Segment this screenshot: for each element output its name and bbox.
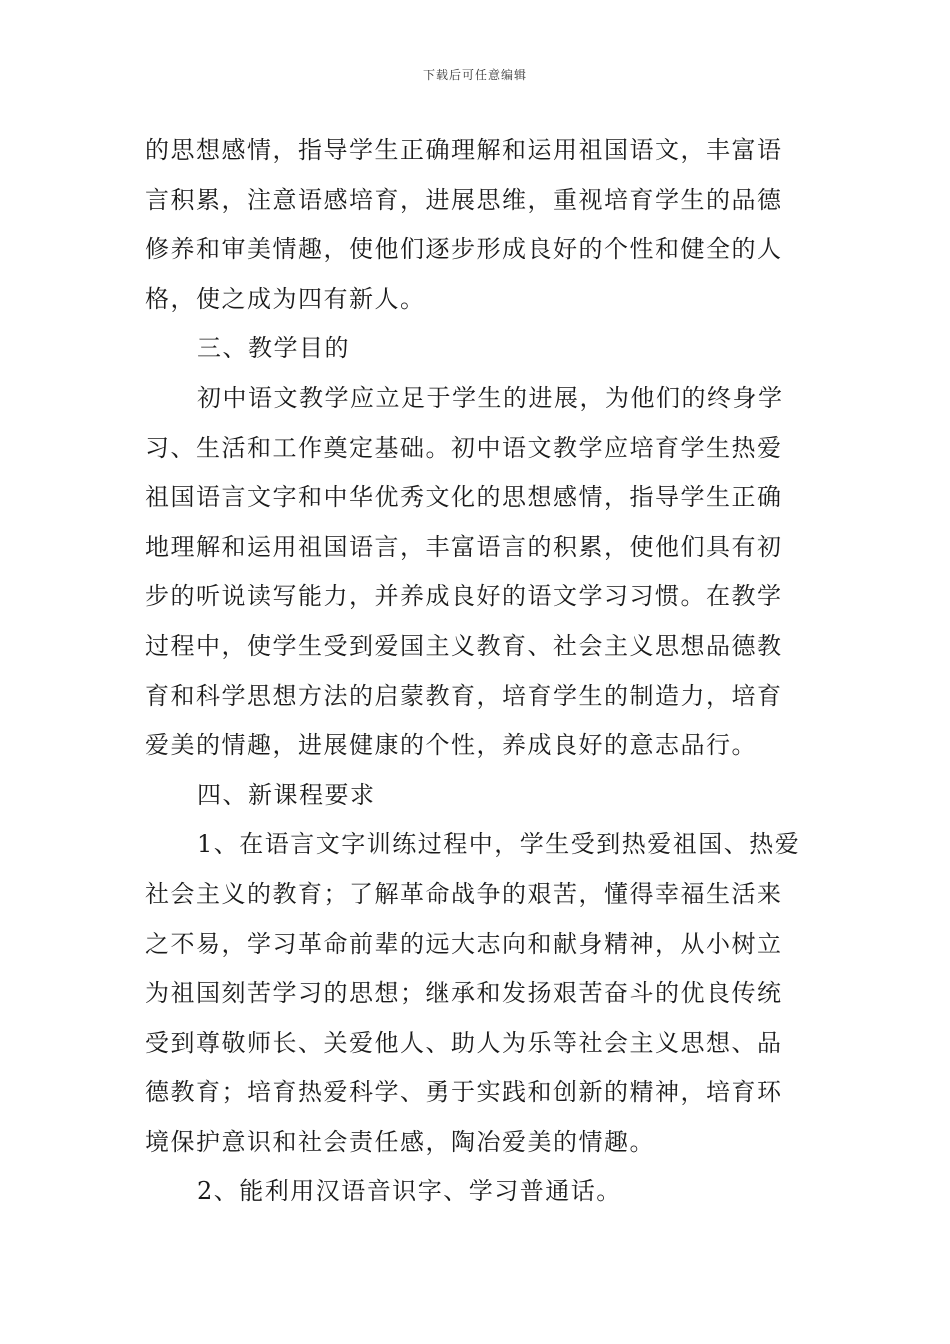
- text-line: 修养和审美情趣，使他们逐步形成良好的个性和健全的人: [145, 235, 783, 264]
- text-line: 步的听说读写能力，并养成良好的语文学习习惯。在教学: [145, 582, 783, 611]
- text-line: 习、生活和工作奠定基础。初中语文教学应培育学生热爱: [145, 433, 783, 462]
- text-line: 的思想感情，指导学生正确理解和运用祖国语文，丰富语: [145, 136, 783, 164]
- text-line: 境保护意识和社会责任感，陶冶爱美的情趣。: [145, 1127, 655, 1156]
- text-line: 之不易，学习革命前辈的远大志向和献身精神，从小树立: [145, 929, 783, 958]
- text-line: 社会主义的教育；了解革命战争的艰苦，懂得幸福生活来: [145, 879, 783, 908]
- text-line: 德教育；培育热爱科学、勇于实践和创新的精神，培育环: [145, 1078, 783, 1107]
- section-heading-4: 四、新课程要求: [197, 780, 376, 809]
- text-line: 地理解和运用祖国语言，丰富语言的积累，使他们具有初: [145, 532, 783, 561]
- text-line: 受到尊敬师长、关爱他人、助人为乐等社会主义思想、品: [145, 1028, 783, 1057]
- text-line: 过程中，使学生受到爱国主义教育、社会主义思想品德教: [145, 631, 783, 660]
- text-line: 祖国语言文字和中华优秀文化的思想感情，指导学生正确: [145, 483, 783, 512]
- document-body: [145, 126, 805, 1217]
- text-line: 言积累，注意语感培育，进展思维，重视培育学生的品德: [145, 185, 783, 214]
- text-line: 为祖国刻苦学习的思想；继承和发扬艰苦奋斗的优良传统: [145, 979, 783, 1008]
- text-line: 育和科学思想方法的启蒙教育，培育学生的制造力，培育: [145, 681, 783, 710]
- text-line: 1、在语言文字训练过程中，学生受到热爱祖国、热爱: [197, 830, 801, 859]
- section-heading-3: 三、教学目的: [197, 334, 350, 363]
- text-line: 初中语文教学应立足于学生的进展，为他们的终身学: [197, 383, 784, 412]
- text-line: 格，使之成为四有新人。: [145, 284, 426, 313]
- page-header-note: 下载后可任意编辑: [422, 68, 527, 82]
- text-line: 2、能利用汉语音识字、学习普通话。: [197, 1177, 622, 1206]
- text-line: 爱美的情趣，进展健康的个性，养成良好的意志品行。: [145, 731, 757, 760]
